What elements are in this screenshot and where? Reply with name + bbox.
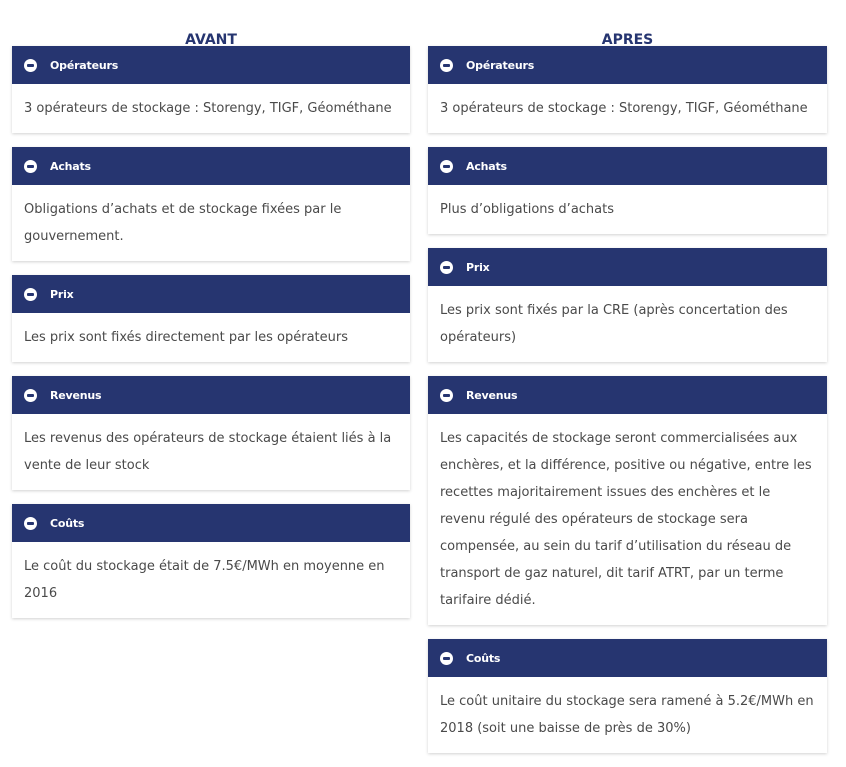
accordion-header-avant-achats[interactable] — [12, 147, 410, 185]
accordion-title: Prix — [466, 260, 490, 274]
minus-circle-icon — [440, 59, 453, 72]
accordion-apres-couts — [428, 639, 827, 753]
accordion-content: Les prix sont fixés directement par les opérateurs — [24, 330, 349, 345]
column-title-apres: APRES — [601, 32, 654, 48]
accordion-title: Coûts — [50, 516, 85, 530]
accordion-content: Les revenus des opérateurs de stockage étaient liés à la vente de leur stock — [24, 431, 392, 473]
accordion-avant-achats — [12, 147, 410, 261]
accordion-avant-revenus — [12, 376, 410, 490]
accordion-title: Coûts — [466, 651, 501, 665]
minus-circle-icon — [24, 389, 37, 402]
minus-circle-icon — [24, 59, 37, 72]
accordion-avant-couts — [12, 504, 410, 618]
accordion-content: 3 opérateurs de stockage : Storengy, TIGF, Géométhane — [440, 101, 808, 116]
accordion-title: Opérateurs — [50, 58, 119, 72]
accordion-header-apres-prix[interactable] — [428, 248, 827, 286]
accordion-title: Prix — [50, 287, 74, 301]
column-avant — [12, 0, 410, 632]
minus-circle-icon — [24, 517, 37, 530]
accordion-content: 3 opérateurs de stockage : Storengy, TIGF, Géométhane — [24, 101, 392, 116]
minus-circle-icon — [24, 288, 37, 301]
minus-circle-icon — [440, 160, 453, 173]
column-title-avant: AVANT — [185, 32, 237, 48]
accordion-content: Plus d’obligations d’achats — [440, 202, 615, 217]
minus-circle-icon — [24, 160, 37, 173]
accordion-title: Achats — [50, 159, 91, 173]
accordion-apres-achats — [428, 147, 827, 234]
accordion-title: Achats — [466, 159, 507, 173]
accordion-header-avant-couts[interactable] — [12, 504, 410, 542]
minus-circle-icon — [440, 261, 453, 274]
accordion-header-apres-couts[interactable] — [428, 639, 827, 677]
accordion-title: Opérateurs — [466, 58, 535, 72]
column-apres — [428, 0, 827, 767]
accordion-apres-prix — [428, 248, 827, 362]
accordion-title: Revenus — [466, 388, 518, 402]
accordion-title: Revenus — [50, 388, 102, 402]
accordion-header-apres-achats[interactable] — [428, 147, 827, 185]
accordion-avant-prix — [12, 275, 410, 362]
accordion-content: Le coût du stockage était de 7.5€/MWh en moyenne en 2016 — [24, 559, 385, 601]
minus-circle-icon — [440, 652, 453, 665]
accordion-apres-revenus — [428, 376, 827, 625]
minus-circle-icon — [440, 389, 453, 402]
accordion-header-apres-revenus[interactable] — [428, 376, 827, 414]
accordion-content: Les prix sont fixés par la CRE (après concertation des opérateurs) — [440, 303, 788, 345]
accordion-content: Le coût unitaire du stockage sera ramené à 5.2€/MWh en 2018 (soit une baisse de près de 30%) — [440, 694, 814, 736]
accordion-header-avant-prix[interactable] — [12, 275, 410, 313]
accordion-header-avant-revenus[interactable] — [12, 376, 410, 414]
accordion-content: Les capacités de stockage seront commercialisées aux enchères, et la différence, positive ou négative, entre les recettes majoritairement issues des enchères et le revenu régulé des opérateurs de stockage sera compensée, au sein du tarif d’utilisation du réseau de transport de gaz naturel, dit tarif ATRT, par un terme tarifaire dédié. — [440, 431, 812, 608]
accordion-content: Obligations d’achats et de stockage fixées par le gouvernement. — [24, 202, 342, 244]
